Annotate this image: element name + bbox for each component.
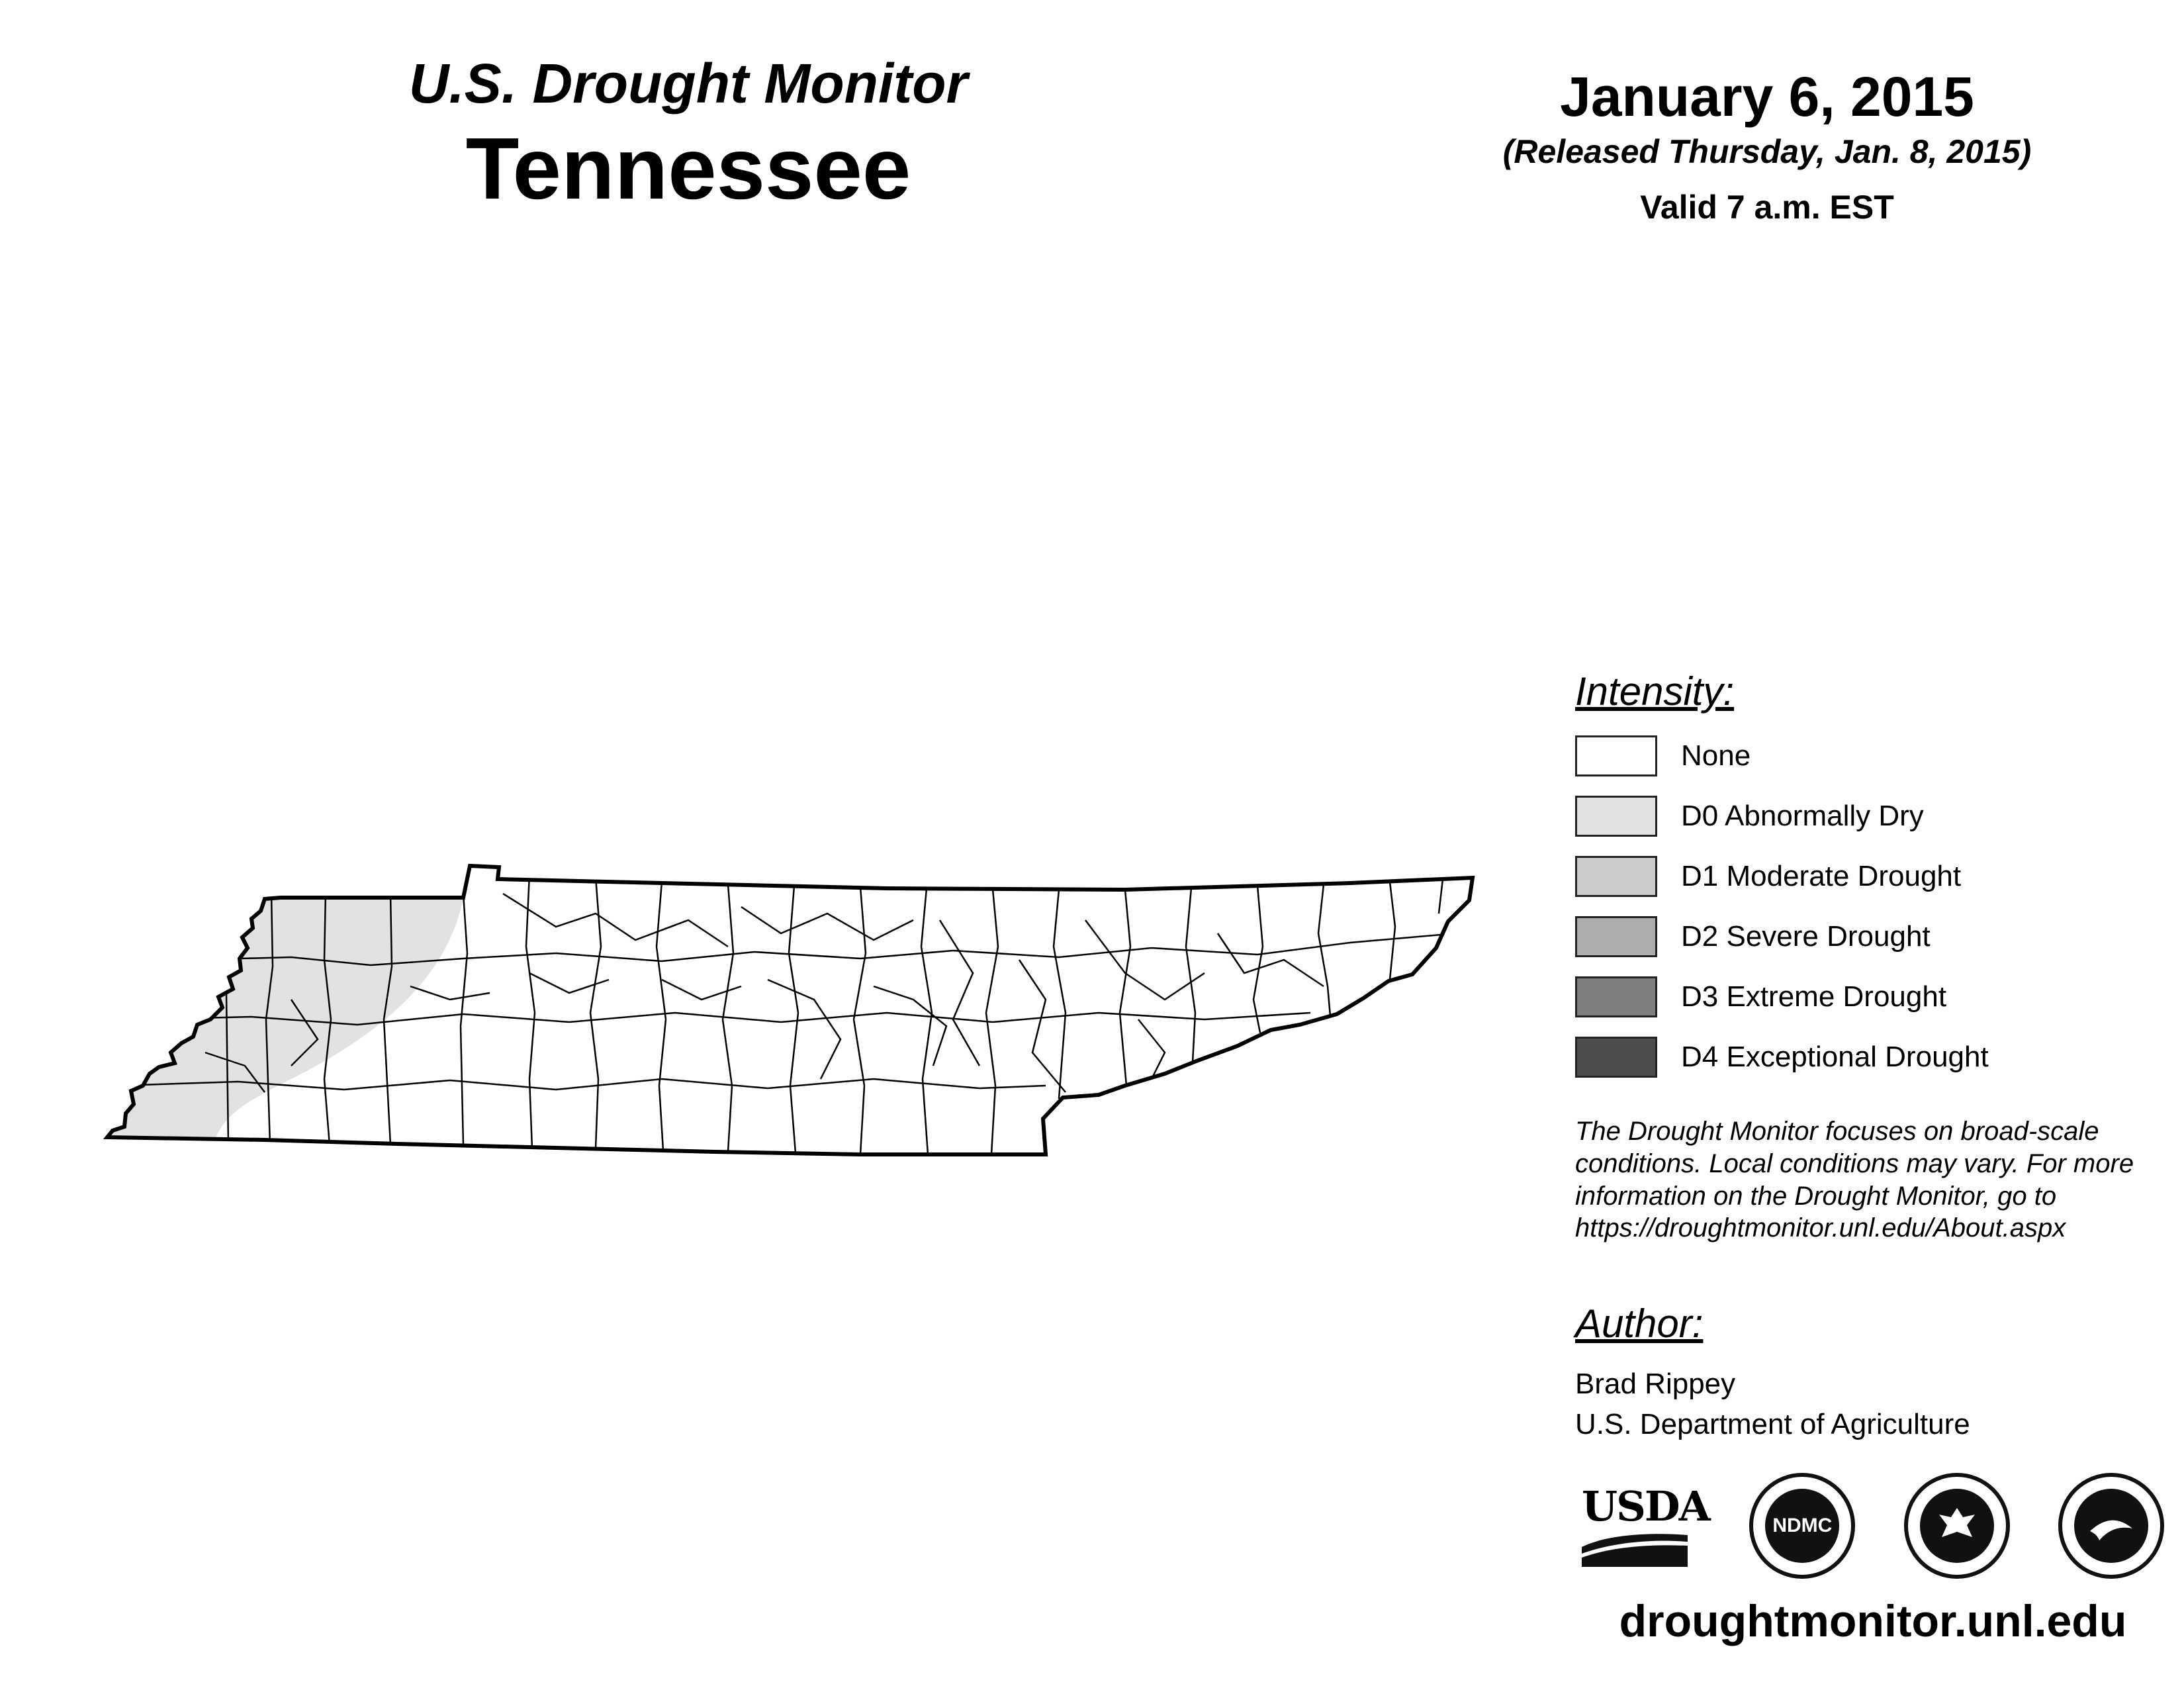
usda-logo-swoosh [1582, 1527, 1688, 1567]
legend-swatch-d3 [1575, 976, 1657, 1017]
noaa-logo-bird-icon [2074, 1489, 2148, 1563]
disclaimer-line-2: conditions. Local conditions may vary. For more [1575, 1149, 2134, 1178]
tennessee-map [93, 801, 1489, 1178]
author-block [1575, 1301, 2171, 1443]
map-date: January 6, 2015 [1560, 66, 1974, 128]
legend-item-d3 [1575, 974, 2171, 1020]
legend-title: Intensity: [1575, 669, 1735, 714]
legend-swatch-d1 [1575, 856, 1657, 897]
legend-label-d4: D4 Exceptional Drought [1681, 1041, 1989, 1073]
legend-swatch-d0 [1575, 796, 1657, 837]
legend-label-d3: D3 Extreme Drought [1681, 980, 1947, 1013]
legend-label-d0: D0 Abnormally Dry [1681, 800, 1924, 832]
logos [1582, 1470, 2164, 1582]
author-name: Brad Rippey [1575, 1368, 1736, 1400]
commerce-seal [1904, 1473, 2010, 1579]
disclaimer [1575, 1115, 2171, 1244]
disclaimer-link[interactable]: https://droughtmonitor.unl.edu/About.aspx [1575, 1213, 2066, 1243]
author-org: U.S. Department of Agriculture [1575, 1408, 1970, 1441]
legend-item-d4 [1575, 1034, 2171, 1080]
usda-logo-text: USDA [1582, 1482, 1709, 1530]
state-title: Tennessee [465, 120, 911, 218]
legend-swatch-d2 [1575, 916, 1657, 957]
legend-label-d1: D1 Moderate Drought [1681, 860, 1962, 892]
footer-url[interactable]: droughtmonitor.unl.edu [1619, 1596, 2127, 1646]
commerce-seal-eagle-icon [1920, 1489, 1994, 1563]
legend-swatch-d4 [1575, 1037, 1657, 1078]
legend-label-none: None [1681, 739, 1751, 772]
legend-item-d2 [1575, 914, 2171, 960]
valid-time: Valid 7 a.m. EST [1640, 189, 1894, 226]
legend-item-d1 [1575, 853, 2171, 900]
disclaimer-line-3: information on the Drought Monitor, go to [1575, 1181, 2057, 1211]
release-date: (Released Thursday, Jan. 8, 2015) [1502, 133, 2032, 171]
product-title: U.S. Drought Monitor [408, 52, 968, 115]
legend-label-d2: D2 Severe Drought [1681, 920, 1931, 953]
ndmc-logo-text: NDMC [1765, 1489, 1839, 1563]
noaa-logo [2058, 1473, 2164, 1579]
disclaimer-line-1: The Drought Monitor focuses on broad-scale [1575, 1117, 2099, 1146]
title-block [344, 53, 1032, 217]
legend-item-d0 [1575, 793, 2171, 839]
author-title: Author: [1575, 1301, 1704, 1346]
legend [1575, 669, 2171, 1094]
legend-item-none [1575, 733, 2171, 779]
usda-logo [1582, 1482, 1709, 1566]
legend-swatch-none [1575, 735, 1657, 776]
date-block [1469, 66, 2065, 226]
ndmc-logo [1749, 1473, 1855, 1579]
